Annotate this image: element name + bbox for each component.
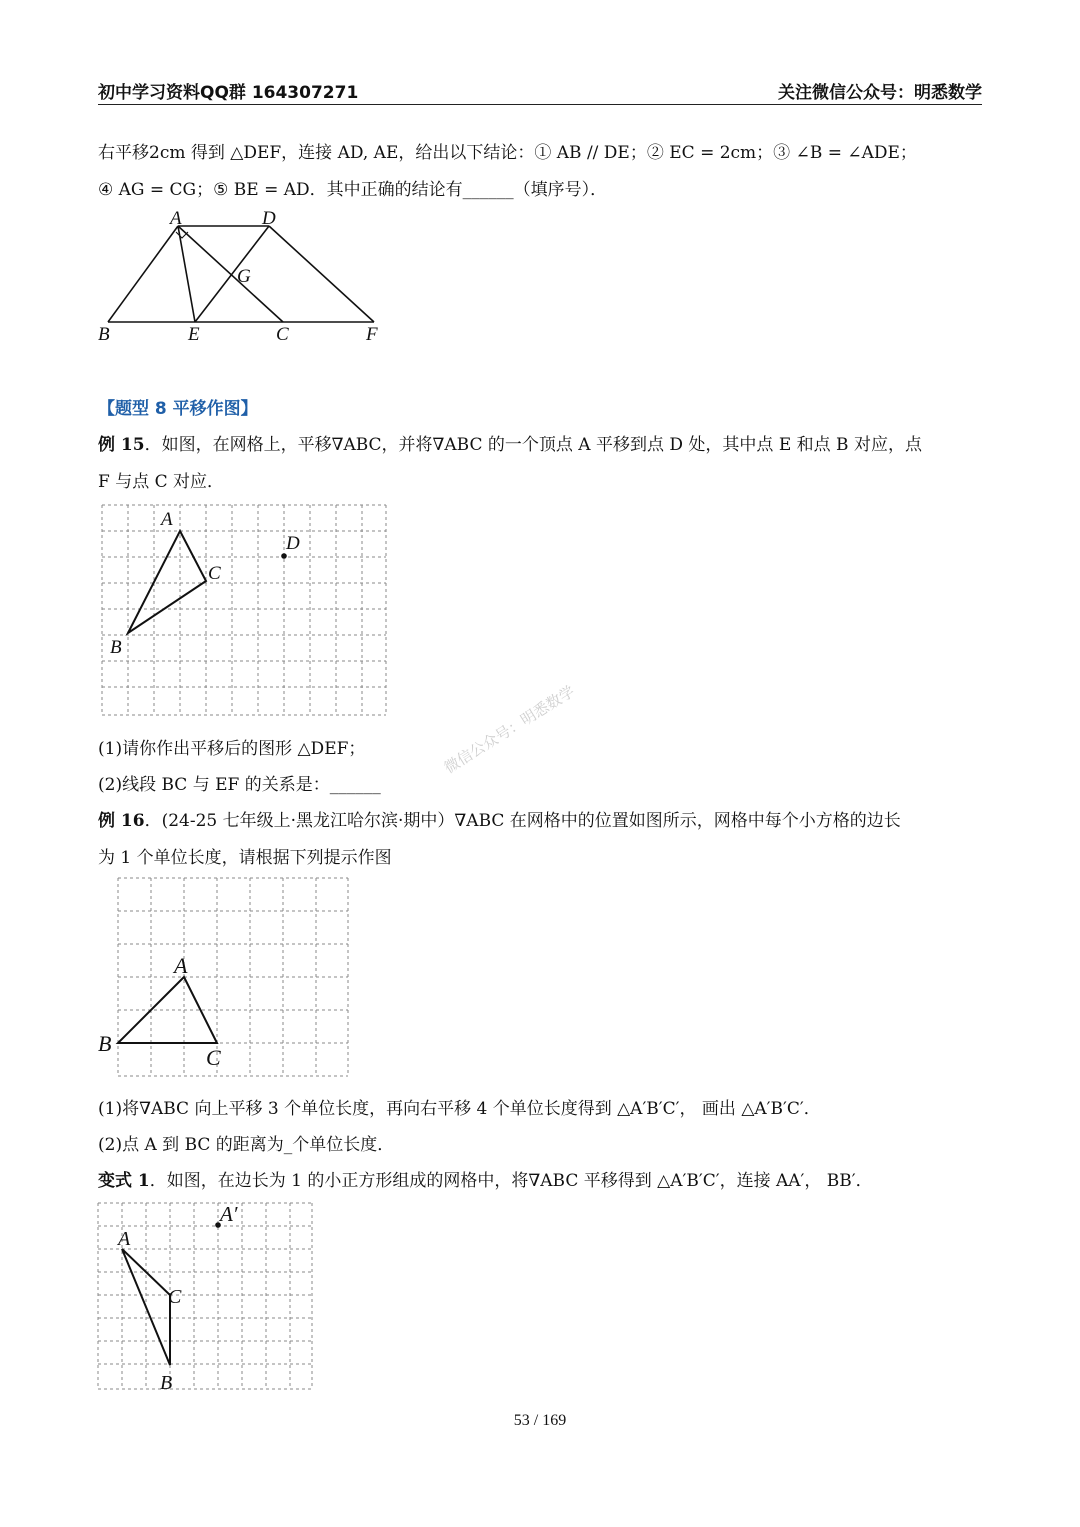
label-D: D <box>286 533 300 554</box>
example-15-label: 例 15 <box>98 435 145 455</box>
figure-grid-example-16 <box>98 878 350 1078</box>
label-F: F <box>366 324 378 345</box>
page-number: 53 / 169 <box>513 1412 567 1429</box>
example-15-question-1: (1)请你作出平移后的图形 △DEF； <box>98 739 366 759</box>
variant-1-line <box>98 1166 873 1191</box>
example-15-line-2: F 与点 C 对应． <box>98 472 225 492</box>
example-16-line-2: 为 1 个单位长度，请根据下列提示作图 <box>98 848 392 868</box>
grid-16 <box>118 878 348 1076</box>
text-line-1: 右平移2cm 得到 △DEF，连接 AD, AE，给出以下结论：① AB // DE；② EC = 2cm；③ ∠B = ∠ADE； <box>98 143 917 163</box>
label-B: B <box>98 1031 112 1056</box>
label-A: A <box>174 953 188 978</box>
header-left: 初中学习资料QQ群 164307271 <box>98 83 359 103</box>
label-B: B <box>98 324 110 345</box>
label-G: G <box>237 266 251 287</box>
variant-1-label: 变式 1 <box>98 1171 150 1191</box>
label-B: B <box>160 1372 173 1394</box>
label-D: D <box>262 208 276 229</box>
label-C: C <box>276 324 289 345</box>
example-16-question-1: (1)将∇ABC 向上平移 3 个单位长度，再向右平移 4 个单位长度得到 △A′B′C′， 画出 △A′B′C′． <box>98 1099 821 1119</box>
header-rule <box>98 104 982 105</box>
example-16-line-1 <box>98 806 901 831</box>
figure-translation-trapezoid <box>90 210 400 345</box>
example-16-text: ．(24-25 七年级上·黑龙江哈尔滨·期中）∇ABC 在网格中的位置如图所示，网格中每个小方格的边长 <box>144 811 901 831</box>
label-C: C <box>168 1286 182 1308</box>
grid-15 <box>102 505 386 715</box>
text-line-2: ④ AG = CG；⑤ BE = AD．其中正确的结论有______（填序号）． <box>98 180 608 200</box>
example-15-question-2: (2)线段 BC 与 EF 的关系是：______ <box>98 775 381 795</box>
example-15-text: ．如图，在网格上，平移∇ABC，并将∇ABC 的一个顶点 A 平移到点 D 处，其中点 E 和点 B 对应，点 <box>144 435 922 455</box>
variant-1-text: ．如图，在边长为 1 的小正方形组成的网格中，将∇ABC 平移得到 △A′B′C′，连接 AA′， BB′． <box>149 1171 873 1191</box>
label-A: A <box>118 1228 131 1250</box>
point-D <box>281 553 287 559</box>
example-15-line-1 <box>98 430 922 455</box>
label-A: A <box>170 208 182 229</box>
section-title: 【题型 8 平移作图】 <box>98 399 258 419</box>
label-C: C <box>206 1045 221 1070</box>
example-16-label: 例 16 <box>98 811 145 831</box>
example-16-question-2: (2)点 A 到 BC 的距离为_个单位长度． <box>98 1135 395 1155</box>
label-C: C <box>208 563 221 584</box>
label-E: E <box>188 324 200 345</box>
label-A: A <box>161 509 173 530</box>
watermark: 微信公众号：明悉数学 <box>441 682 578 777</box>
figure-grid-example-15 <box>102 505 388 717</box>
page-header <box>98 78 982 104</box>
triangle-abc <box>128 531 206 633</box>
label-B: B <box>110 637 122 658</box>
header-right: 关注微信公众号：明悉数学 <box>778 83 982 103</box>
label-A-prime: A′ <box>220 1202 238 1226</box>
figure-grid-variant-1 <box>98 1202 314 1394</box>
